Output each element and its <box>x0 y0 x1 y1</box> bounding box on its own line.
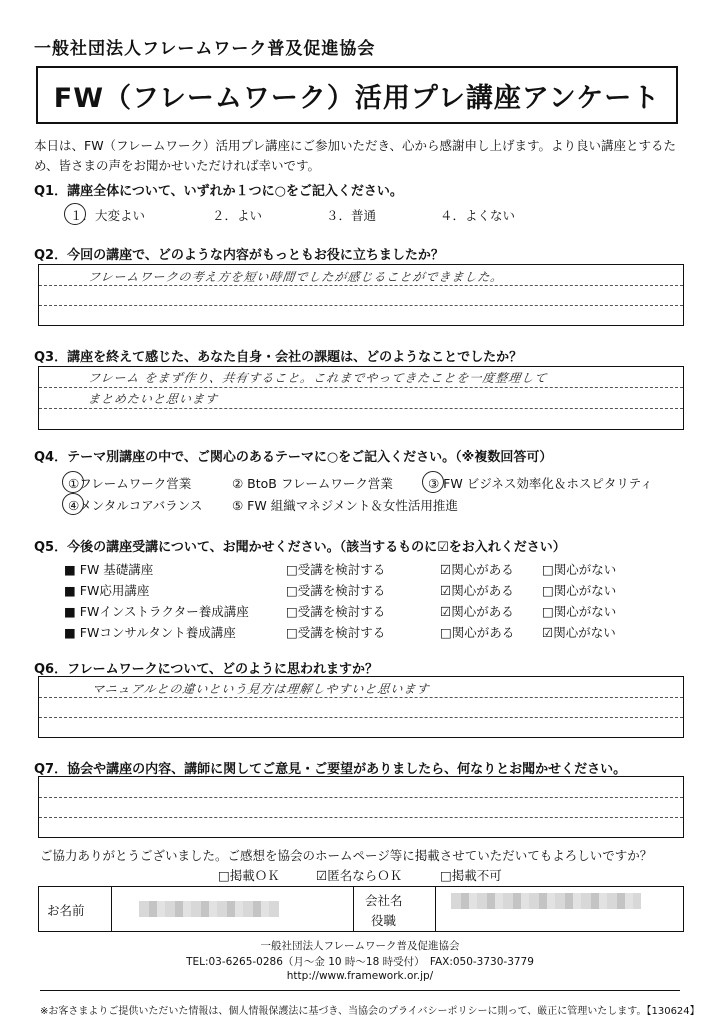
intro-line-2: め、皆さまの声をお聞かせいただければ幸いです。 <box>34 158 321 173</box>
q6-label: Q6．フレームワークについて、どのように思われますか？ <box>34 662 379 677</box>
q5-course-4: ■ FWコンサルタント養成講座 <box>64 625 236 640</box>
q5-row1-consider[interactable]: □受講を検討する <box>286 562 386 577</box>
q2-label: Q2．今回の講座で、どのような内容がもっともお役に立ちましたか？ <box>34 248 444 263</box>
q5-label: Q5．今後の講座受講について、お聞かせください。（該当するものに☑をお入れください） <box>34 540 566 555</box>
q5-row4-interested[interactable]: □関心がある <box>440 625 515 640</box>
q3-answer-line-1: フレーム をまず作り、共有すること。これまでやってきたことを一度整理して <box>86 371 549 385</box>
q1-option-2[interactable]: ２．よい <box>212 208 263 223</box>
intro-line-1: 本日は、FW（フレームワーク）活用プレ講座にご参加いただき、心から感謝申し上げます。より良い講座とするた <box>34 138 677 153</box>
q1-option-4[interactable]: ４．よくない <box>440 208 516 223</box>
q5-row2-interested[interactable]: ☑関心がある <box>440 583 514 598</box>
q3-answer-line-2: まとめたいと思います <box>86 392 219 406</box>
privacy-note: ※お客さまよりご提供いただいた情報は、個人情報保護法に基づき、当協会のプライバシーポリシーに則って、厳正に管理いたします。【130624】 <box>40 1006 700 1017</box>
name-label: お名前 <box>47 903 85 918</box>
q5-row3-interested[interactable]: ☑関心がある <box>440 604 514 619</box>
q5-row2-consider[interactable]: □受講を検討する <box>286 583 386 598</box>
q5-row1-interested[interactable]: ☑関心がある <box>440 562 514 577</box>
q7-answer-box[interactable] <box>38 776 684 838</box>
q5-course-2: ■ FW応用講座 <box>64 583 150 598</box>
consent-question: ご協力ありがとうございました。ご感想を協会のホームページ等に掲載させていただいてもよろしいですか？ <box>40 848 653 863</box>
q4-selected-circle-3 <box>422 471 444 493</box>
q5-row4-consider[interactable]: □受講を検討する <box>286 625 386 640</box>
q3-label: Q3．講座を終えて感じた、あなた自身・会社の課題は、どのようなことでしたか？ <box>34 350 523 365</box>
q5-row2-not-interested[interactable]: □関心がない <box>542 583 617 598</box>
position-label: 役職 <box>371 913 397 928</box>
intro-text <box>34 136 694 176</box>
q5-row4-not-interested[interactable]: ☑関心がない <box>542 625 616 640</box>
q5-row3-consider[interactable]: □受講を検討する <box>286 604 386 619</box>
q4-option-5[interactable]: ⑤ FW 組織マネジメント＆女性活用推進 <box>232 498 458 513</box>
q4-option-4[interactable]: ④メンタルコアバランス <box>68 498 203 513</box>
q5-course-1: ■ FW 基礎講座 <box>64 562 154 577</box>
q6-answer-text: マニュアルとの違いという見方は理解しやすいと思います <box>90 682 431 696</box>
organization-name: 一般社団法人フレームワーク普及促進協会 <box>34 39 376 59</box>
name-field-redacted[interactable] <box>139 901 279 917</box>
q1-label: Q1．講座全体について、いずれか１つに○をご記入ください。 <box>34 184 403 199</box>
consent-not-allowed[interactable]: □掲載不可 <box>440 868 502 883</box>
q5-row3-not-interested[interactable]: □関心がない <box>542 604 617 619</box>
q1-option-1[interactable]: １．大変よい <box>70 208 146 223</box>
q4-selected-circle-4 <box>62 493 84 515</box>
consent-ok[interactable]: □掲載ＯＫ <box>218 868 280 883</box>
q1-option-3[interactable]: ３．普通 <box>326 208 377 223</box>
q4-option-1[interactable]: ①フレームワーク営業 <box>68 476 192 491</box>
q5-course-3: ■ FWインストラクター養成講座 <box>64 604 249 619</box>
q7-label: Q7．協会や講座の内容、講師に関してご意見・ご要望がありましたら、何なりとお聞かせください。 <box>34 762 627 777</box>
footer-divider <box>40 990 680 991</box>
consent-anonymous-ok[interactable]: ☑匿名ならＯＫ <box>316 868 403 883</box>
q4-option-3[interactable]: ③ FW ビジネス効率化＆ホスピタリティ <box>428 476 653 491</box>
footer-organization: 一般社団法人フレームワーク普及促進協会 <box>260 940 460 952</box>
survey-title: FW（フレームワーク）活用プレ講座アンケート <box>36 66 678 124</box>
q5-row1-not-interested[interactable]: □関心がない <box>542 562 617 577</box>
footer-contact: TEL:03-6265-0286（月～金 10 時～18 時受付） FAX:050-3730-3779 <box>186 956 534 968</box>
footer-url[interactable]: http://www.framework.or.jp/ <box>286 970 434 982</box>
q2-answer-text: フレームワークの考え方を短い時間でしたが感じることができました。 <box>86 270 505 284</box>
company-field-redacted[interactable] <box>451 893 641 909</box>
respondent-info-box <box>38 886 684 932</box>
company-label: 会社名 <box>365 893 403 908</box>
q4-option-2[interactable]: ② BtoB フレームワーク営業 <box>232 476 393 491</box>
q1-selected-circle <box>64 203 86 225</box>
q4-label: Q4．テーマ別講座の中で、ご関心のあるテーマに○をご記入ください。（※複数回答可） <box>34 450 553 465</box>
q4-selected-circle-1 <box>62 471 84 493</box>
